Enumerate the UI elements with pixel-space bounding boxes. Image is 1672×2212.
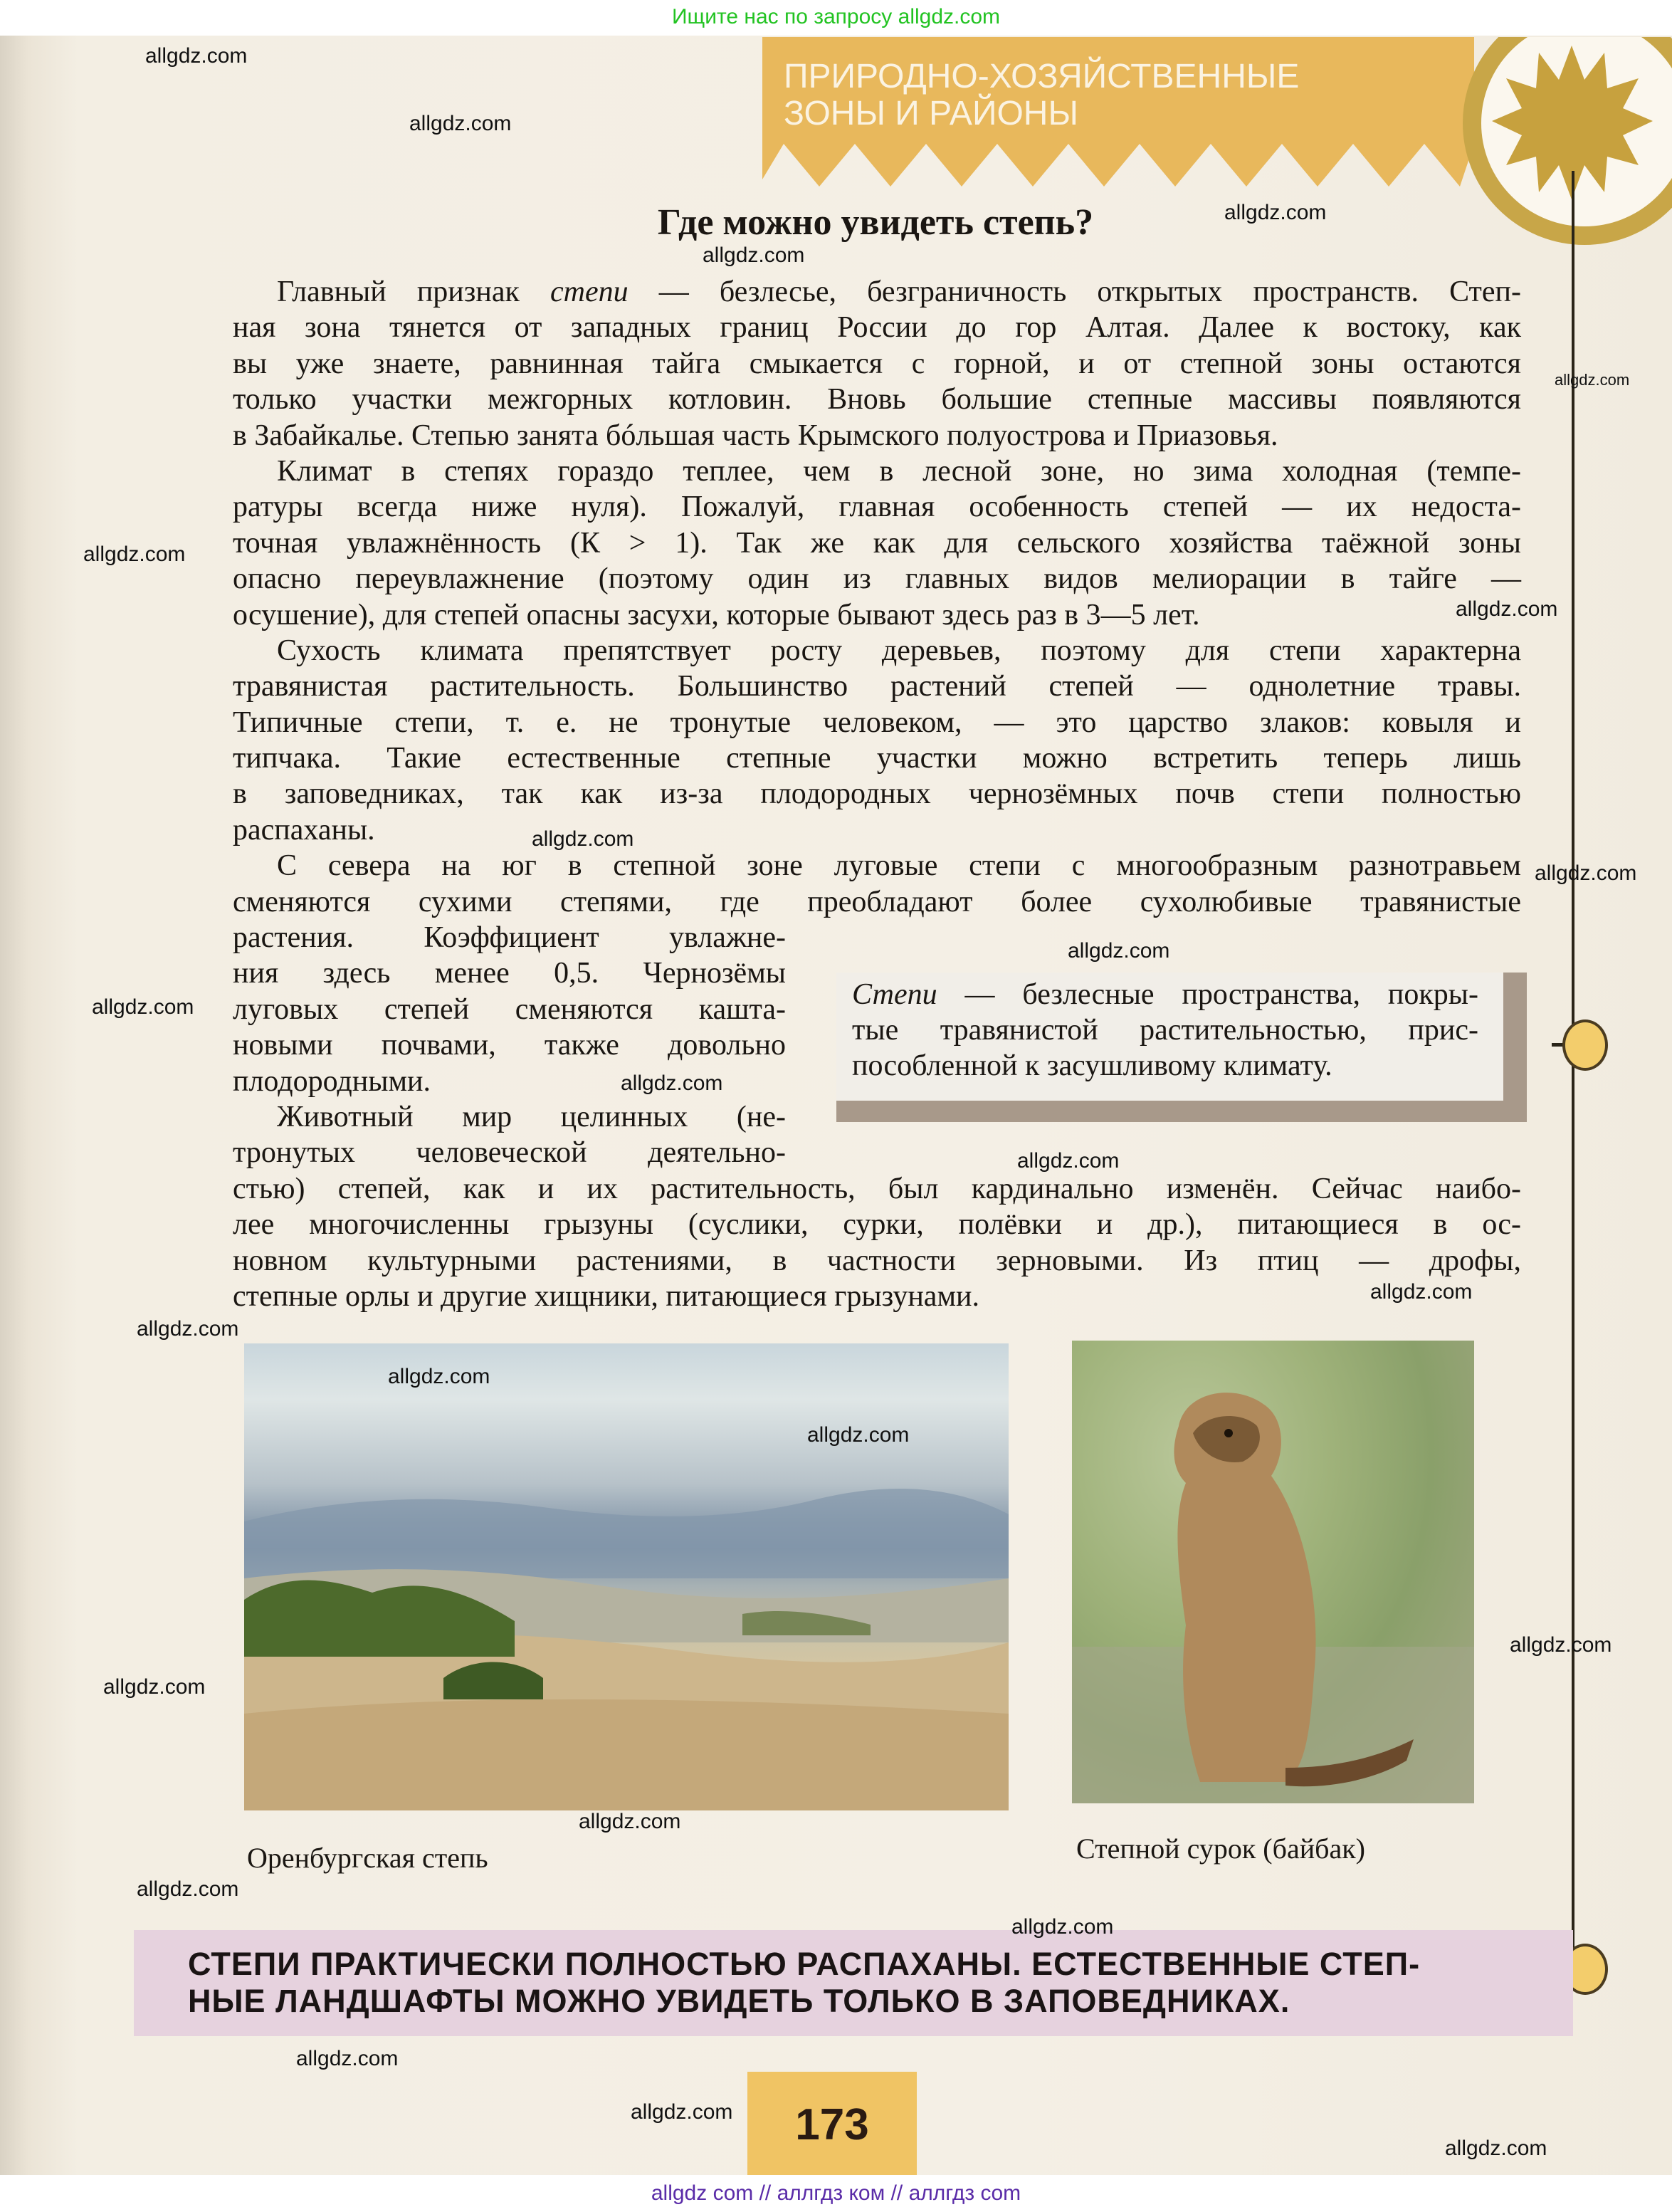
text-line: степные орлы и другие хищники, питающиеся грызунами. <box>233 1279 979 1313</box>
watermark: allgdz.com <box>409 112 512 135</box>
text-line: ратуры всегда ниже нуля). Пожалуй, главная особенность степей — их недоста- <box>233 491 1521 524</box>
watermark: allgdz.com <box>388 1365 490 1388</box>
section-header-line2: ЗОНЫ И РАЙОНЫ <box>784 95 1078 132</box>
text-line: растения. Коэффициент увлажне- <box>233 921 786 955</box>
intro-before: Главный признак <box>277 276 551 308</box>
timeline-node-definition <box>1562 1019 1608 1071</box>
text-line: травянистая растительность. Большинство растений степей — однолетние травы. <box>233 670 1521 703</box>
definition-line: тые травянистой растительностью, прис- <box>852 1014 1478 1047</box>
text-line: осушение), для степей опасны засухи, которые бывают здесь раз в 3—5 лет. <box>233 598 1200 631</box>
text-line: новыми почвами, также довольно <box>233 1029 786 1062</box>
watermark: allgdz.com <box>1535 861 1637 885</box>
text-line: лее многочисленны грызуны (суслики, сурки, полёвки и др.), питающиеся в ос- <box>233 1208 1521 1242</box>
watermark: allgdz.com <box>137 1877 239 1901</box>
text-line: Сухость климата препятствует росту деревьев, поэтому для степи характерна <box>277 634 1521 667</box>
page-number: 173 <box>747 2072 917 2175</box>
summary-line2: НЫЕ ЛАНДШАФТЫ МОЖНО УВИДЕТЬ ТОЛЬКО В ЗАПОВЕДНИКАХ. <box>188 1983 1290 2019</box>
text-line: вы уже знаете, равнинная тайга смыкается с горной, и от степной зоны остаются <box>233 347 1521 380</box>
watermark: allgdz.com <box>296 2047 399 2070</box>
watermark: allgdz.com <box>1445 2137 1547 2160</box>
text-line: опасно переувлажнение (поэтому один из главных видов мелиорации в тайге — <box>233 562 1521 596</box>
main-text <box>233 274 1521 1314</box>
text-line: типчака. Такие естественные степные участки можно встретить теперь лишь <box>233 742 1521 775</box>
watermark: allgdz.com <box>103 1675 206 1699</box>
watermark: allgdz.com <box>137 1317 239 1341</box>
photo-orenburg-steppe <box>244 1343 1009 1810</box>
footer-links[interactable]: allgdz com // аллгдз ком // аллгдз com <box>0 2175 1672 2212</box>
photo-marmot <box>1072 1341 1474 1803</box>
text-line: тронутых человеческой деятельно- <box>233 1136 786 1170</box>
text-line: в Забайкалье. Степью занята бóльшая часть Крымского полуострова и Приазовья. <box>233 419 1278 452</box>
marmot-image <box>1072 1341 1474 1803</box>
margin-timeline-line <box>1572 171 1574 1969</box>
section-header <box>762 37 1474 187</box>
watermark: allgdz.com <box>1555 371 1630 389</box>
watermark: allgdz.com <box>1224 201 1327 224</box>
watermark: allgdz.com <box>631 2100 733 2124</box>
watermark: allgdz.com <box>145 44 248 68</box>
text-line: луговых степей сменяются кашта- <box>233 992 786 1026</box>
steppe-landscape-image <box>244 1343 1009 1810</box>
watermark: allgdz.com <box>807 1423 910 1447</box>
watermark: allgdz.com <box>1017 1149 1120 1173</box>
text-line: Климат в степях гораздо теплее, чем в лесной зоне, но зима холодная (темпе- <box>277 454 1521 488</box>
text-line: в заповедниках, так как из-за плодородных чернозёмных почв степи полностью <box>233 777 1521 811</box>
text-line: распаханы. <box>233 813 375 846</box>
text-line: Животный мир целинных (не- <box>277 1100 786 1133</box>
text-line: плодородными. <box>233 1064 431 1098</box>
definition-box <box>836 973 1527 1122</box>
term-steppe: степи <box>550 276 629 308</box>
definition-line: пособленной к засушливому климату. <box>852 1049 1332 1082</box>
summary-banner <box>134 1930 1573 2036</box>
text-line: только участки межгорных котловин. Вновь большие степные массивы появляются <box>233 383 1521 416</box>
definition-term: Степи <box>852 978 937 1011</box>
text-line: ная зона тянется от западных границ России до гор Алтая. Далее к востоку, как <box>233 311 1521 345</box>
watermark: allgdz.com <box>621 1071 723 1095</box>
watermark: allgdz.com <box>1456 597 1558 621</box>
star-emblem <box>1452 37 1672 251</box>
watermark: allgdz.com <box>703 243 805 267</box>
intro-after: — безлесье, безграничность открытых пространств. Степ- <box>628 276 1522 308</box>
text-line: новном культурными растениями, в частности зерновыми. Из птиц — дрофы, <box>233 1244 1521 1277</box>
watermark: allgdz.com <box>83 542 186 566</box>
definition-text: — безлесные пространства, покры- <box>937 978 1478 1011</box>
summary-line1: СТЕПИ ПРАКТИЧЕСКИ ПОЛНОСТЬЮ РАСПАХАНЫ. ЕСТЕСТВЕННЫЕ СТЕП- <box>188 1946 1421 1982</box>
photo-caption-marmot: Степной сурок (байбак) <box>1076 1833 1365 1865</box>
text-line: точная увлажнённость (К > 1). Так же как для сельского хозяйства таёжной зоны <box>233 526 1521 560</box>
watermark: allgdz.com <box>92 995 194 1019</box>
watermark: allgdz.com <box>1370 1280 1473 1304</box>
section-header-line1: ПРИРОДНО-ХОЗЯЙСТВЕННЫЕ <box>784 58 1300 95</box>
photo-caption-orenburg: Оренбургская степь <box>247 1842 488 1874</box>
page-title: Где можно увидеть степь? <box>657 202 1094 243</box>
text-line: Типичные степи, т. е. не тронутые человеком, — это царство злаков: ковыля и <box>233 706 1521 739</box>
star-icon <box>1452 37 1672 251</box>
text-line: ния здесь менее 0,5. Чернозёмы <box>233 957 786 990</box>
text-line: стью) степей, как и их растительность, был кардинально изменён. Сейчас наибо- <box>233 1172 1521 1205</box>
top-search-banner[interactable]: Ищите нас по запросу allgdz.com <box>671 5 1001 28</box>
text-line: сменяются сухими степями, где преобладают более сухолюбивые травянистые <box>233 885 1521 918</box>
watermark: allgdz.com <box>1068 939 1170 963</box>
text-line <box>233 274 1521 310</box>
definition-line <box>852 977 1478 1012</box>
text-line: С севера на юг в степной зоне луговые степи с многообразным разнотравьем <box>277 849 1521 883</box>
watermark: allgdz.com <box>532 827 634 851</box>
watermark: allgdz.com <box>579 1810 681 1833</box>
watermark: allgdz.com <box>1510 1633 1612 1657</box>
watermark: allgdz.com <box>1011 1915 1114 1939</box>
